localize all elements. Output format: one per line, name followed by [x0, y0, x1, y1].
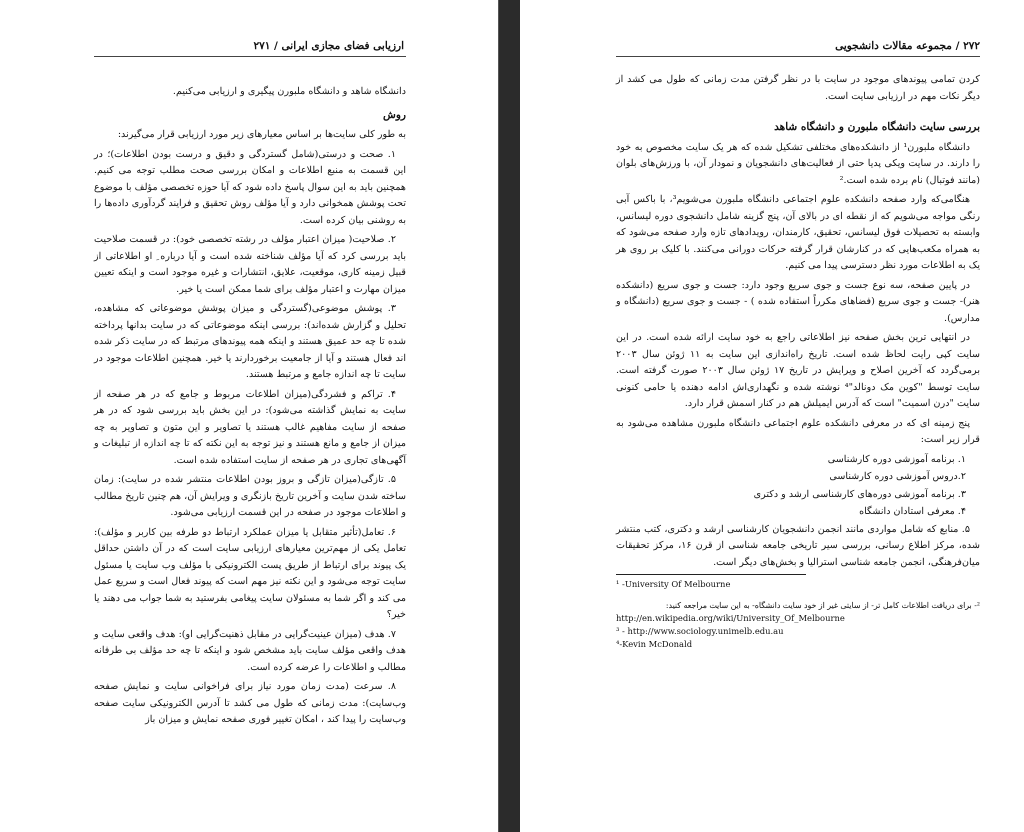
body-paragraph: پنج زمینه ای که در معرفی دانشکده علوم اجتماعی دانشگاه ملبورن مشاهده می‌شود به قرار زیر است:	[616, 417, 980, 445]
body-paragraph: هنگامی‌که وارد صفحه دانشکده علوم اجتماعی دانشگاه ملبورن می‌شویم³، با باکس آبی رنگی مواجه می‌شویم که از نقطه ای در بالای آن، پنج گزینه شامل دانشجوی دوره لیسانس، وابسته به تحصیلات فوق لیسانس، تحقیق، کارمندان، رویدادهای تازه وارد صفحه می‌شود که به همراه مکعب‌هایی که در کنارشان قرار گرفته حرکات دورانی می‌کنند. با کلیک بر روی هر یک به اطلاعات مورد نظر دسترسی پیدا می کنیم.	[616, 194, 980, 271]
intro-text: دانشگاه شاهد و دانشگاه ملبورن پیگیری و ارزیابی می‌کنیم.	[172, 86, 406, 97]
body-paragraph: در پایین صفحه، سه نوع جست و جوی سریع وجود دارد: جست و جوی سریع (دانشکده هنر)- جست و جوی سریع (فضاهای مکرراً استفاده شده ) - جست و جوی سریع (دانشگاه و مدارس).	[616, 279, 980, 324]
footnote: ³ - http://www.sociology.unimelb.edu.au	[616, 626, 784, 636]
header-rule	[94, 56, 406, 57]
footnote: ⁴-Kevin McDonald	[616, 639, 693, 649]
footnote: ²- برای دریافت اطلاعات کامل تر- از سایتی غیر از خود سایت دانشگاه- به این سایت مراجعه کنید:	[665, 601, 980, 610]
criterion-paragraph: ۵. تازگی(میزان تازگی و بروز بودن اطلاعات منتشر شده در سایت): زمان ساخته شدن سایت و آخرین تاریخ بازنگری و ویرایش آن، هم چنین تاریخ مطالب و اطلاعات موجود در صفحه در این قسمت ارزیابی می‌شود.	[94, 474, 406, 518]
body-paragraph: ۵. منابع که شامل مواردی مانند انجمن دانشجویان کارشناسی ارشد و دکتری، کتب منتشر شده، مرکز اطلاع رسانی، بررسی سیر تاریخی جامعه شناسی از قرن ۱۶، مرکز تحقیقات میان‌فرهنگی، انجمن جامعه شناسی استرالیا و بخش‌های دیگر است.	[616, 523, 980, 568]
page-header: ۲۷۲ / مجموعه مقالات دانشجویی	[835, 40, 980, 52]
criterion-paragraph: ۴. تراکم و فشردگی(میزان اطلاعات مربوط و جامع که در هر صفحه از سایت به نمایش گذاشته می‌شود): در این بخش باید بررسی شود که در هر صفحه از سایت مفاهیم غالب هستند یا تصاویر و این متون و تصاویر به چه میزان از جامع و مانع هستند و نیز توجه به این نکته که تا چه اندازه از تبلیغات و آگهی‌های تجاری در هر صفحه از سایت استفاده شده است.	[94, 388, 406, 466]
list-item: ۴. معرفی استادان دانشگاه	[859, 506, 966, 517]
list-item: ۲.دروس آموزشی دوره کارشناسی	[829, 471, 966, 482]
criterion-paragraph: ۳. پوشش موضوعی(گستردگی و میزان پوشش موضوعاتی که مشاهده، تحلیل و گزارش شده‌اند): بررسی اینکه موضوعاتی که در سایت بدانها پرداخته شده تا چه حد عمیق هستند و اینکه همه پیوندهای مرتبط که در سایت ذکر شده اند فعال هستند و آیا از جامعیت برخوردارند یا خیر. همچنین اطلاعات موجود در سایت تا چه اندازه جامع و مرتبط هستند.	[94, 303, 406, 380]
left-page	[0, 0, 498, 832]
page-body	[94, 84, 406, 732]
criterion-paragraph: ۲. صلاحیت( میزان اعتبار مؤلف در رشته تخصصی خود): در قسمت صلاحیت باید بررسی کرد که آیا مؤلف شناخته شده است و آیا درباره ِ او اطلاعاتی از قبیل زمینه کاری، موقعیت، علایق، انتشارات و غیره موجود است و اینکه تعیین میزان مهارت و اعتبار مؤلف برای شما ممکن است یا خیر.	[94, 234, 406, 295]
right-page	[520, 0, 1024, 832]
criterion-paragraph: ۸. سرعت (مدت زمان مورد نیاز برای فراخوانی سایت و نمایش صفحه وب‌سایت): مدت زمانی که طول می کشد تا آدرس الکترونیکی سایت صفحه وب‌سایت را پیدا کند ، امکان تغییر فوری صفحه نمایش و میزان باز	[94, 681, 406, 725]
footnotes	[616, 578, 980, 651]
body-paragraph: در انتهایی ترین بخش صفحه نیز اطلاعاتی راجع به خود سایت ارائه شده است. در این سایت کپی رایت لحاظ شده است. تاریخ راه‌اندازی این سایت به ۱۱ ژوئن سال ۲۰۰۳ برمی‌گردد که آخرین اصلاح و ویرایش در تاریخ ۱۷ ژوئن سال ۲۰۰۳ صورت گرفته است. سایت توسط "کوین مک دونالد"⁴ نوشته شده و نگهداری‌اش ادامه دهنده یا حامی کنونی سایت "درن اسمیت" است که آدرس ایمیلش هم در کنار اسمش قرار دارد.	[616, 332, 981, 409]
criterion-paragraph: ۶. تعامل(تأثیر متقابل یا میزان عملکرد ارتباط دو طرفه بین کاربر و مؤلف): تعامل یکی از مهم‌ترین معیارهای ارزیابی سایت است که در آن داشتن حداقل یک پیوند برای ارتباط از طریق پست الکترونیکی با مؤلف وب سایت یا مسئول سایت توجه می‌شود و این نکته نیز مهم است که پیوند فعال است و سریع عمل می کند و اگر شما به مسئولان سایت پیغامی بفرستید به شما جواب می دهند یا خیر؟	[94, 526, 406, 620]
header-rule	[616, 56, 980, 57]
section-heading: بررسی سایت دانشگاه ملبورن و دانشگاه شاهد	[774, 121, 980, 133]
body-paragraph: دانشگاه ملبورن¹ از دانشکده‌های مختلفی تشکیل شده که هر یک سایت مخصوص به خود را دارند. در سایت ویکی پدیا حتی از فعالیت‌های دانشجویان و نمودار آن، با ورزش‌های بلوان (مانند فوتبال) نام برده شده است.²	[616, 141, 980, 186]
method-intro: به طور کلی سایت‌ها بر اساس معیارهای زیر مورد ارزیابی قرار می‌گیرند:	[117, 129, 406, 140]
footnote-url: http://en.wikipedia.org/wiki/University_Of_Melbourne	[616, 613, 845, 623]
criterion-paragraph: ۱. صحت و درستی(شامل گستردگی و دقیق و درست بودن اطلاعات)؛ در این قسمت به منبع اطلاعات و امکان بررسی صحت مطلب توجه می کنیم. همچنین باید به این سوال پاسخ داده شود که آیا حوزه تخصصی مؤلف با موضوع تحت پوشش همخوانی دارد و آیا مؤلف روش تحقیق و فرایند گردآوری داده‌ها را به روشنی بیان کرده است.	[94, 148, 406, 226]
intro-text: کردن تمامی پیوندهای موجود در سایت با در نظر گرفتن مدت زمانی که طول می کشد از دیگر نکات مهم در ارزیابی سایت است.	[616, 74, 980, 102]
footnote: ¹ -University Of Melbourne	[616, 579, 731, 589]
footnote-rule	[616, 574, 806, 575]
list-item: ۱. برنامه آموزشی دوره کارشناسی	[827, 453, 966, 465]
page-body	[616, 72, 980, 574]
page-header: ارزیابی فضای مجازی ایرانی / ۲۷۱	[253, 40, 404, 52]
criterion-paragraph: ۷. هدف (میزان عینیت‌گرایی در مقابل ذهنیت‌گرایی او): هدف واقعی سایت و هدف واقعی مؤلف سایت باید مشخص شود و اینکه تا چه حد مؤلف بی طرفانه مطالب و اطلاعات را عرضه کرده است.	[94, 628, 406, 673]
list-item: ۳. برنامه آموزشی دوره‌های کارشناسی ارشد و دکتری	[753, 488, 966, 500]
section-heading: روش	[383, 108, 406, 121]
page-gutter	[498, 0, 522, 832]
